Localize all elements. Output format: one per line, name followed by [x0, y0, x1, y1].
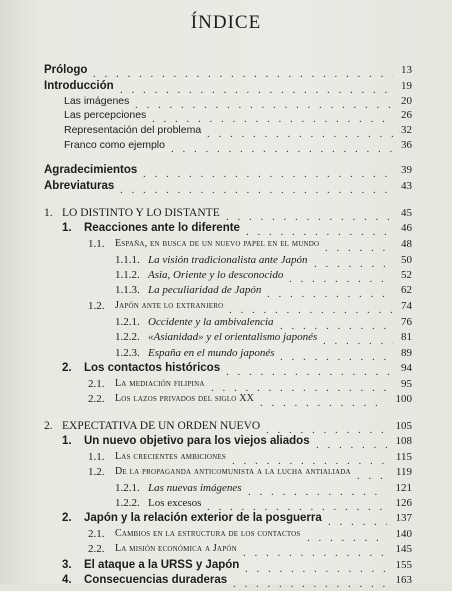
toc-entry	[0, 64, 412, 81]
toc-number: 2.	[62, 362, 72, 374]
toc-label: Occidente y la ambivalencia	[148, 316, 274, 328]
toc-label: EXPECTATIVA DE UN ORDEN NUEVO	[62, 420, 261, 432]
toc-entry	[0, 164, 412, 181]
toc-number: 1.1.1.	[115, 254, 140, 266]
leader-dots	[266, 420, 387, 435]
toc-entry	[0, 331, 412, 348]
leader-dots	[280, 347, 393, 362]
toc-number: 2.	[44, 420, 53, 432]
toc-label: Franco como ejemplo	[64, 139, 165, 151]
toc-page-number: 100	[395, 393, 412, 405]
toc-entry	[0, 574, 412, 591]
leader-dots	[120, 80, 393, 95]
toc-entry	[0, 180, 412, 197]
toc-entry	[0, 300, 412, 317]
toc-page-number: 140	[395, 528, 412, 540]
toc-entry	[0, 139, 412, 156]
toc-label: Abreviaturas	[44, 180, 115, 192]
toc-label: El ataque a la URSS y Japón	[84, 559, 240, 571]
leader-dots	[260, 393, 387, 408]
leader-dots	[243, 543, 387, 558]
toc-label: Las nuevas imágenes	[148, 482, 242, 494]
toc-entry	[0, 466, 412, 483]
leader-dots	[233, 574, 387, 589]
toc-label: España en el mundo japonés	[148, 347, 275, 359]
toc-label: Agradecimientos	[44, 164, 138, 176]
toc-label: De la propaganda anticomunista a la lucha antialiada	[115, 466, 351, 477]
toc-page-number: 155	[395, 559, 412, 571]
leader-dots	[207, 497, 387, 512]
toc-label: Las crecientes ambiciones	[115, 451, 227, 462]
toc-number: 2.2.	[88, 393, 105, 405]
toc-label: Prólogo	[44, 64, 88, 76]
toc-label: Representación del problema	[64, 124, 202, 136]
toc-page-number: 81	[401, 331, 412, 343]
toc-label: La mediación filipina	[115, 378, 205, 389]
toc-number: 1.2.2.	[115, 497, 140, 509]
leader-dots	[289, 269, 393, 284]
toc-page-number: 76	[401, 316, 412, 328]
leader-dots	[93, 64, 393, 79]
leader-dots	[267, 284, 393, 299]
toc-label: La visión tradicionalista ante Japón	[148, 254, 308, 266]
leader-dots	[226, 207, 393, 222]
toc-page-number: 105	[395, 420, 412, 432]
leader-dots	[328, 512, 387, 527]
toc-entry	[0, 284, 412, 301]
toc-number: 1.2.	[88, 300, 105, 312]
toc-label: LO DISTINTO Y LO DISTANTE	[62, 207, 220, 219]
leader-dots	[316, 435, 387, 450]
toc-entry	[0, 222, 412, 239]
toc-entry	[0, 362, 412, 379]
toc-page-number: 52	[401, 269, 412, 281]
toc-entry	[0, 393, 412, 410]
toc-page-number: 36	[401, 139, 412, 151]
toc-label: Asia, Oriente y lo desconocido	[148, 269, 284, 281]
toc-label: Las percepciones	[64, 109, 147, 121]
toc-number: 1.2.2.	[115, 331, 140, 343]
toc-page-number: 115	[395, 451, 412, 463]
toc-number: 1.	[44, 207, 53, 219]
leader-dots	[143, 164, 393, 179]
toc-page-number: 119	[395, 466, 412, 478]
toc-number: 1.2.1.	[115, 316, 140, 328]
toc-page-number: 121	[395, 482, 412, 494]
leader-dots	[245, 559, 387, 574]
toc-label: España, en busca de un nuevo papel en el mundo	[115, 238, 320, 249]
toc-page-number: 163	[395, 574, 412, 586]
page-title: ÍNDICE	[190, 12, 262, 33]
toc-number: 1.	[62, 222, 72, 234]
toc-number: 1.2.	[88, 466, 105, 478]
toc-number: 1.1.	[88, 238, 105, 250]
toc-number: 1.2.3.	[115, 347, 140, 359]
toc-page-number: 32	[401, 124, 412, 136]
leader-dots	[226, 362, 393, 377]
toc-number: 1.1.2.	[115, 269, 140, 281]
toc-label: La misión económica a Japón	[115, 543, 237, 554]
toc-entry	[0, 435, 412, 452]
toc-number: 1.	[62, 435, 72, 447]
leader-dots	[135, 95, 393, 110]
toc-page-number: 26	[401, 109, 412, 121]
toc-number: 1.1.3.	[115, 284, 140, 296]
toc-page-number: 19	[401, 80, 412, 92]
toc-label: Reacciones ante lo diferente	[84, 222, 240, 234]
toc-label: La peculiaridad de Japón	[148, 284, 262, 296]
toc-entry	[0, 238, 412, 255]
toc-number: 4.	[62, 574, 72, 586]
toc-number: 1.2.1.	[115, 482, 140, 494]
leader-dots	[171, 139, 393, 154]
toc-page-number: 45	[401, 207, 412, 219]
toc-page-number: 20	[401, 95, 412, 107]
toc-page-number: 13	[401, 64, 412, 76]
toc-page-number: 95	[401, 378, 412, 390]
leader-dots	[211, 378, 393, 393]
leader-dots	[232, 451, 388, 466]
leader-dots	[246, 222, 393, 237]
leader-dots	[152, 109, 393, 124]
leader-dots	[323, 331, 393, 346]
toc-number: 2.1.	[88, 378, 105, 390]
leader-dots	[207, 124, 393, 139]
leader-dots	[280, 316, 393, 331]
toc-page-number: 43	[401, 180, 412, 192]
toc-page-number: 50	[401, 254, 412, 266]
toc-page-number: 126	[395, 497, 412, 509]
toc-label: Japón y la relación exterior de la posguerra	[84, 512, 322, 524]
leader-dots	[357, 466, 388, 481]
toc-page-number: 145	[395, 543, 412, 555]
toc-label: Japón ante lo extranjero	[115, 300, 224, 311]
toc-number: 3.	[62, 559, 72, 571]
toc-page-number: 108	[395, 435, 412, 447]
toc-label: Introducción	[44, 80, 114, 92]
leader-dots	[229, 300, 393, 315]
leader-dots	[120, 180, 393, 195]
toc-label: Los contactos históricos	[84, 362, 221, 374]
toc-page-number: 39	[401, 164, 412, 176]
toc-number: 2.2.	[88, 543, 105, 555]
toc-label: Consecuencias duraderas	[84, 574, 228, 586]
toc-label: Un nuevo objetivo para los viejos aliados	[84, 435, 310, 447]
toc-label: Cambios en la estructura de los contactos	[115, 528, 301, 539]
toc-number: 2.	[62, 512, 72, 524]
leader-dots	[307, 528, 387, 543]
toc-page-number: 62	[401, 284, 412, 296]
toc-page-number: 46	[401, 222, 412, 234]
toc-page-number: 94	[401, 362, 412, 374]
toc-page-number: 48	[401, 238, 412, 250]
toc-label: Las imágenes	[64, 95, 130, 107]
toc-entry	[0, 512, 412, 529]
toc-label: Los lazos privados del siglo XX	[115, 393, 255, 404]
leader-dots	[314, 254, 393, 269]
toc-label: «Asianidad» y el orientalismo japonés	[148, 331, 318, 343]
toc-page-number: 89	[401, 347, 412, 359]
leader-dots	[325, 238, 393, 253]
toc-entry	[0, 543, 412, 560]
leader-dots	[248, 482, 387, 497]
toc-page-number: 74	[401, 300, 412, 312]
toc-number: 2.1.	[88, 528, 105, 540]
toc-number: 1.1.	[88, 451, 105, 463]
toc-page-number: 137	[395, 512, 412, 524]
toc-label: Los excesos	[148, 497, 202, 509]
